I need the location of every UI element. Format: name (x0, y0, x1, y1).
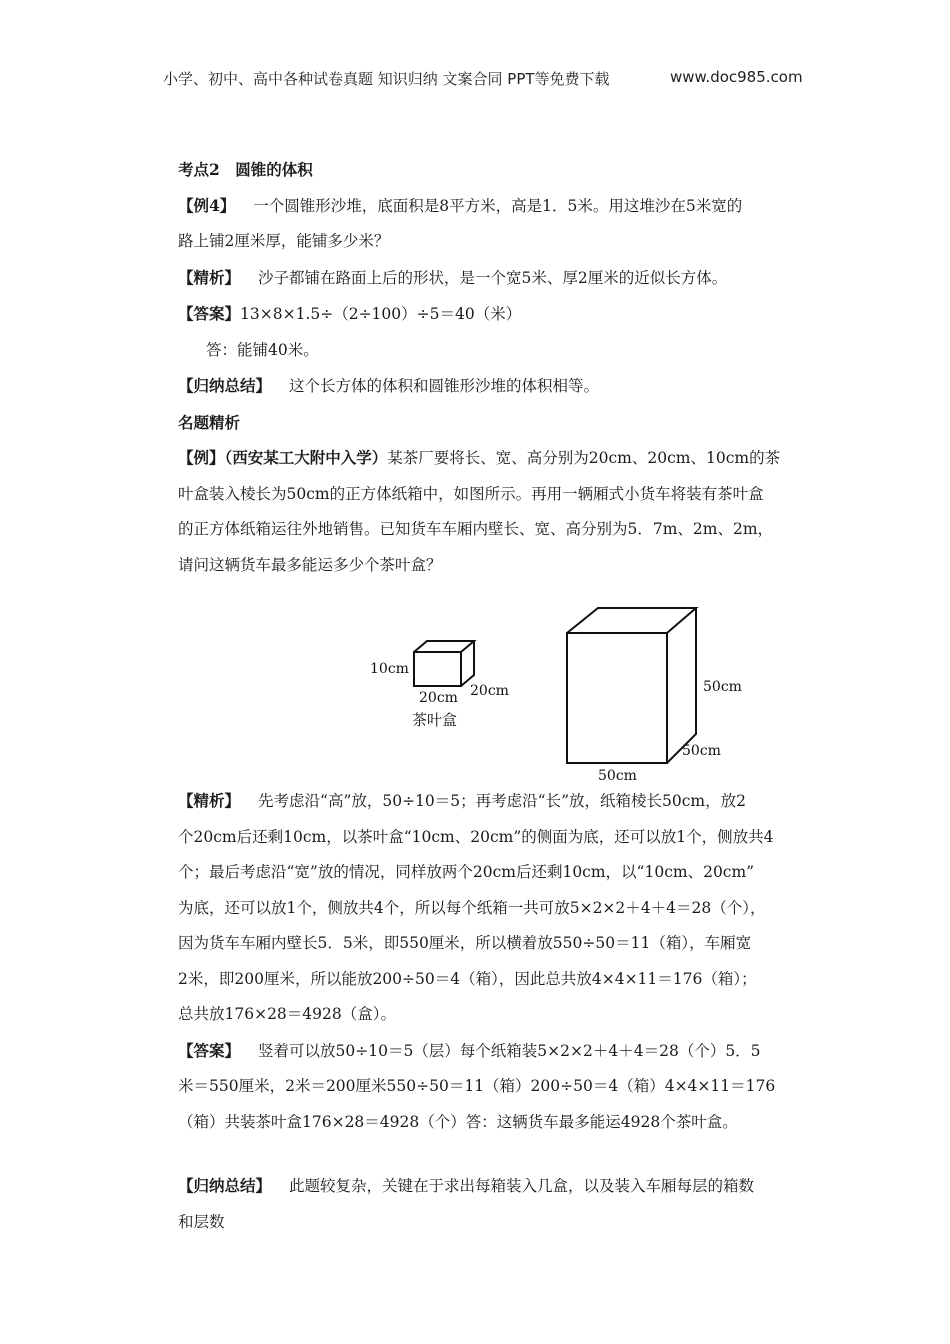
answer2-line1: 竖着可以放50÷10＝5（层）每个纸箱装5×2×2＋4＋4＝28（个）5．5 (258, 1041, 761, 1060)
analysis2-line4: 为底，还可以放1个，侧放共4个，所以每个纸箱一共可放5×2×2＋4＋4＝28（个）， (178, 898, 766, 917)
analysis2-paragraph-line1 (178, 783, 818, 820)
tea-box-width-label: 20cm (470, 683, 509, 699)
summary2-paragraph-line1 (178, 1168, 818, 1205)
answer2-paragraph-line1 (178, 1033, 818, 1070)
example4-text-line2: 路上铺2厘米厚，能铺多少米？ (178, 232, 390, 250)
answer1-tag: 【答案】 (178, 304, 241, 323)
analysis2-line7: 总共放176×28＝4928（盒）。 (178, 1005, 396, 1023)
analysis2-line5: 因为货车车厢内壁长5．5米，即550厘米，所以横着放550÷50＝11（箱），车厢宽 (178, 934, 752, 952)
summary1-text: 这个长方体的体积和圆锥形沙堆的体积相等。 (289, 377, 600, 395)
carton-width-label: 50cm (598, 768, 637, 781)
header-website: www.doc985.com (670, 68, 803, 86)
tea-box-shape (414, 641, 474, 686)
analysis1-text: 沙子都铺在路面上后的形状，是一个宽5米、厚2厘米的近似长方体。 (258, 268, 728, 287)
header-banner-text: 小学、初中、高中各种试卷真题 知识归纳 文案合同 PPT等免费下载 (163, 70, 610, 88)
example-text-line3: 的正方体纸箱运往外地销售。已知货车车厢内壁长、宽、高分别为5．7m、2m、2m， (178, 520, 774, 538)
answer1-paragraph (178, 296, 818, 333)
summary1-tag: 【归纳总结】 (178, 376, 272, 395)
famous-problems-title: 名题精析 (178, 412, 241, 432)
carton-depth-label: 50cm (682, 743, 721, 759)
example-text-line1: 某茶厂要将长、宽、高分别为20cm、20cm、10cm的茶 (387, 449, 781, 467)
summary1-paragraph (178, 368, 818, 405)
summary2-line2: 和层数 (178, 1212, 225, 1231)
summary2-tag: 【归纳总结】 (178, 1176, 272, 1195)
example-text-line4: 请问这辆货车最多能运多少个茶叶盒？ (178, 555, 442, 574)
example4-text-line1: 一个圆锥形沙堆，底面积是8平方米，高是1．5米。用这堆沙在5米宽的 (253, 196, 743, 215)
boxes-diagram (0, 601, 950, 781)
answer1-text: 13×8×1.5÷（2÷100）÷5＝40（米） (240, 305, 522, 323)
analysis2-tag: 【精析】 (178, 791, 241, 810)
example4-tag: 【例4】 (178, 195, 236, 215)
carton-cube-shape (567, 608, 696, 763)
answer2-tag: 【答案】 (178, 1040, 241, 1060)
answer1-reply: 答：能铺40米。 (206, 340, 319, 359)
example-source: （西安某工大附中入学） (224, 448, 388, 467)
example-text-line2: 叶盒装入棱长为50cm的正方体纸箱中，如图所示。再用一辆厢式小货车将装有茶叶盒 (178, 484, 764, 503)
analysis1-tag: 【精析】 (178, 267, 241, 287)
analysis1-paragraph (178, 260, 818, 297)
analysis2-line6: 2米，即200厘米，所以能放200÷50＝4（箱），因此总共放4×4×11＝176（箱）； (178, 969, 757, 988)
example4-paragraph (178, 188, 818, 225)
tea-box-height-label: 10cm (370, 661, 409, 677)
page-header (0, 66, 950, 92)
example-tag: 【例】 (178, 448, 225, 467)
answer2-line2: 米＝550厘米，2米＝200厘米550÷50＝11（箱）200÷50＝4（箱）4×4×11＝176 (178, 1077, 776, 1095)
example-paragraph-line1 (178, 440, 818, 477)
summary2-line1: 此题较复杂，关键在于求出每箱装入几盒，以及装入车厢每层的箱数 (289, 1177, 755, 1195)
carton-height-label: 50cm (703, 679, 742, 695)
answer2-line3: （箱）共装茶叶盒176×28＝4928（个）答：这辆货车最多能运4928个茶叶盒。 (178, 1112, 738, 1131)
tea-box-caption: 茶叶盒 (412, 711, 458, 729)
section-title: 考点2 圆锥的体积 (178, 160, 313, 179)
analysis2-line1: 先考虑沿“高”放，50÷10＝5；再考虑沿“长”放，纸箱棱长50cm，放2 (258, 792, 746, 810)
analysis2-line2: 个20cm后还剩10cm，以茶叶盒“10cm、20cm”的侧面为底，还可以放1个，侧放共4 (178, 827, 774, 846)
analysis2-line3: 个；最后考虑沿“宽”放的情况，同样放两个20cm后还剩10cm，以“10cm、20cm” (178, 863, 755, 881)
document-body (178, 152, 818, 1240)
tea-box-length-label: 20cm (419, 690, 458, 706)
boxes-figure (178, 601, 818, 781)
